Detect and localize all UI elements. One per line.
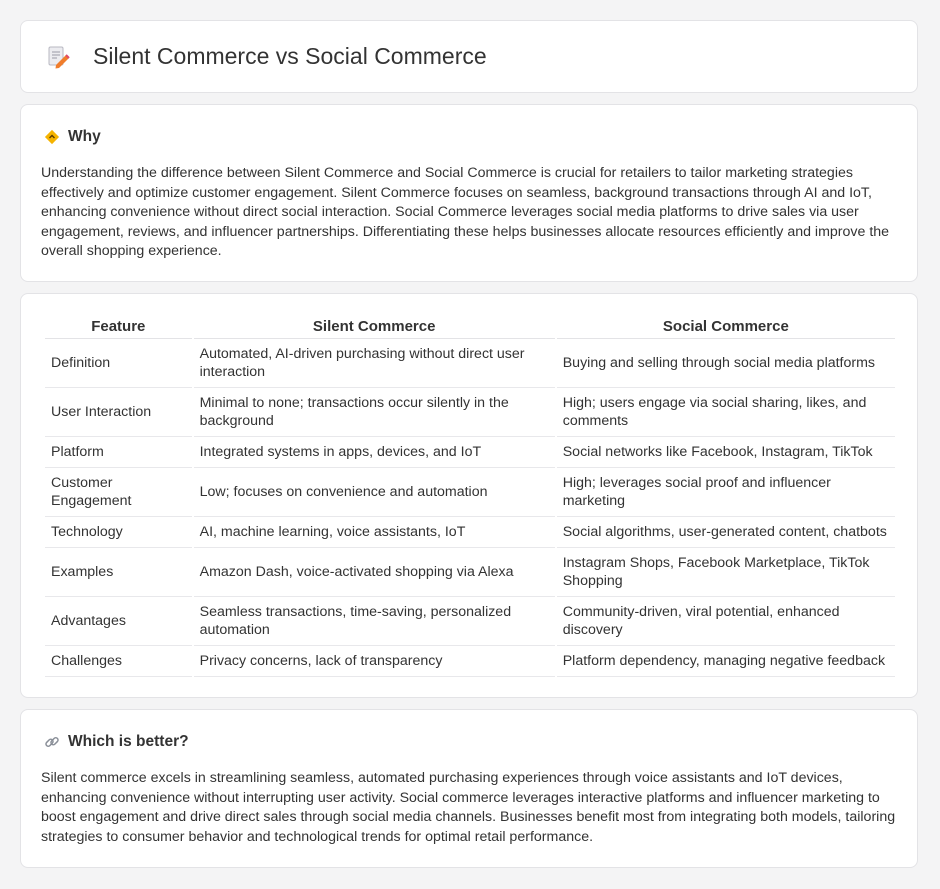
silent-cell: Integrated systems in apps, devices, and IoT (194, 437, 555, 468)
header-silent-commerce: Silent Commerce (194, 316, 555, 339)
comparison-table (43, 316, 897, 677)
feature-cell: Platform (45, 437, 192, 468)
feature-cell: Technology (45, 517, 192, 548)
header-feature: Feature (45, 316, 192, 339)
social-cell: Social algorithms, user-generated content, chatbots (557, 517, 895, 548)
why-text: Understanding the difference between Silent Commerce and Social Commerce is crucial for retailers to tailor marketing strategies effectively and optimize customer engagement. Silent Commerce focuses on seamless, background transactions through AI and IoT, enhancing convenience without direct social interaction. Social Commerce leverages social media platforms to drive sales via user engagement, reviews, and influencer partnerships. Differentiating these helps businesses allocate resources efficiently and improve the overall shopping experience. (41, 165, 890, 259)
which-is-better-text: Silent commerce excels in streamlining seamless, automated purchasing experiences through voice assistants and IoT devices, enhancing convenience without interrupting user activity. Social commerce leverages interactive platforms and influencer marketing to boost engagement and drive direct sales through social media channels. Businesses benefit most from integrating both models, tailoring strategies to consumer behavior and technological trends for optimal retail performance. (41, 770, 896, 845)
feature-cell: Customer Engagement (45, 468, 192, 517)
document-pencil-icon (45, 44, 71, 70)
silent-cell: Minimal to none; transactions occur silently in the background (194, 388, 555, 437)
diamond-sign-icon (43, 128, 61, 146)
table-header-row (45, 316, 895, 339)
social-cell: High; users engage via social sharing, likes, and comments (557, 388, 895, 437)
silent-cell: Low; focuses on convenience and automation (194, 468, 555, 517)
title-card (20, 20, 918, 93)
silent-cell: Seamless transactions, time-saving, personalized automation (194, 597, 555, 646)
social-cell: High; leverages social proof and influencer marketing (557, 468, 895, 517)
social-cell: Instagram Shops, Facebook Marketplace, TikTok Shopping (557, 548, 895, 597)
table-row (45, 388, 895, 437)
table-row (45, 517, 895, 548)
comparison-card (20, 293, 918, 698)
silent-cell: Automated, AI-driven purchasing without direct user interaction (194, 339, 555, 388)
why-card (20, 104, 918, 282)
social-cell: Social networks like Facebook, Instagram, TikTok (557, 437, 895, 468)
link-icon (43, 733, 61, 751)
which-is-better-card (20, 709, 918, 868)
silent-cell: Privacy concerns, lack of transparency (194, 646, 555, 677)
feature-cell: Challenges (45, 646, 192, 677)
social-cell: Platform dependency, managing negative feedback (557, 646, 895, 677)
table-row (45, 646, 895, 677)
which-is-better-heading: Which is better? (68, 733, 189, 750)
silent-cell: AI, machine learning, voice assistants, IoT (194, 517, 555, 548)
feature-cell: Examples (45, 548, 192, 597)
social-cell: Community-driven, viral potential, enhanced discovery (557, 597, 895, 646)
feature-cell: Advantages (45, 597, 192, 646)
table-row (45, 468, 895, 517)
page-title: Silent Commerce vs Social Commerce (93, 43, 487, 69)
header-social-commerce: Social Commerce (557, 316, 895, 339)
silent-cell: Amazon Dash, voice-activated shopping via Alexa (194, 548, 555, 597)
table-row (45, 339, 895, 388)
table-row (45, 548, 895, 597)
why-heading: Why (68, 128, 101, 145)
feature-cell: Definition (45, 339, 192, 388)
table-row (45, 597, 895, 646)
social-cell: Buying and selling through social media platforms (557, 339, 895, 388)
table-row (45, 437, 895, 468)
feature-cell: User Interaction (45, 388, 192, 437)
